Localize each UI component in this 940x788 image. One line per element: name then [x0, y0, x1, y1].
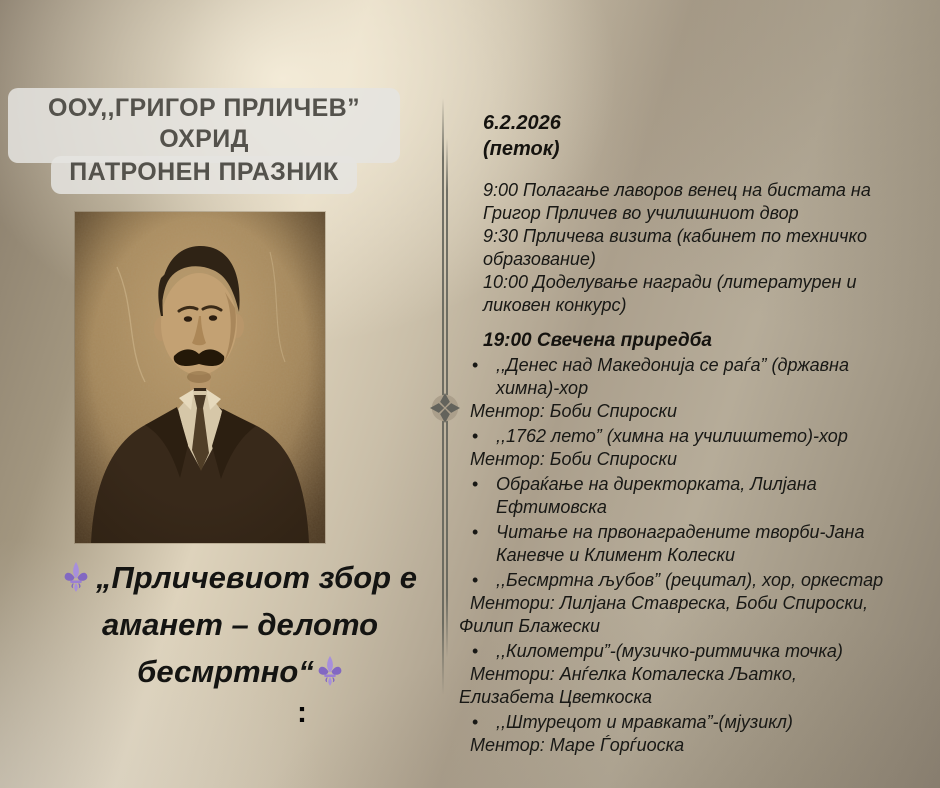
evening-program — [459, 352, 895, 757]
fleur-de-lis-icon — [317, 656, 343, 686]
program-mentor: Ментори: Лилјана Ставреска, Боби Спироски, Филип Блажески — [459, 593, 869, 636]
quote-line-2: аманет – делото — [101, 607, 379, 642]
event-name: ПАТРОНЕН ПРАЗНИК — [51, 156, 356, 194]
fleur-de-lis-icon — [63, 562, 89, 592]
quote-line-3: бесмртно“ — [137, 654, 314, 689]
cross-diamonds-ornament-icon — [430, 393, 460, 423]
school-name: ООУ,,ГРИГОР ПРЛИЧЕВ” ОХРИД — [8, 88, 400, 163]
event-date — [483, 110, 561, 162]
weekday-value: (петок) — [483, 138, 560, 160]
program-item: • ,,Штурецот и мравката”-(мјузикл) — [459, 711, 895, 734]
date-value: 6.2.2026 — [483, 112, 561, 134]
morning-schedule — [483, 179, 885, 317]
quote-line-1: „Прличевиот збор е — [96, 560, 417, 595]
program-item: • ,,Денес над Македонија се раѓа” (државна химна)-хор — [459, 354, 895, 400]
quote-block — [50, 554, 430, 695]
schedule-item: 9:30 Прличева визита (кабинет по техничко образование) — [483, 226, 868, 269]
program-mentor: Ментор: Боби Спироски — [470, 449, 678, 469]
portrait-illustration — [75, 212, 325, 543]
program-item: • ,,Километри”-(музичко-ритмичка точка) — [459, 640, 895, 663]
program-item: • Читање на првонаградените творби-Јана Каневче и Климент Колески — [459, 521, 895, 567]
program-item: • Обраќање на директорката, Лилјана Ефтимовска — [459, 473, 895, 519]
school-header — [8, 88, 400, 194]
program-mentor: Ментор: Боби Спироски — [470, 401, 678, 421]
evening-title: 19:00 Свечена приредба — [483, 330, 712, 351]
program-item: • ,,1762 лето” (химна на училиштето)-хор — [459, 425, 895, 448]
colon-mark: : — [297, 696, 307, 729]
program-item: • ,,Бесмртна љубов” (рецитал), хор, оркестар — [459, 569, 895, 592]
schedule-item: 9:00 Полагање лаворов венец на бистата на Григор Прличев во училишниот двор — [483, 180, 871, 223]
schedule-item: 10:00 Доделување награди (литературен и ликовен конкурс) — [483, 272, 857, 315]
program-mentor: Ментори: Анѓелка Коталеска Љатко, Елизабета Цветкоска — [459, 664, 797, 707]
program-mentor: Ментор: Маре Ѓорѓиоска — [470, 735, 685, 755]
